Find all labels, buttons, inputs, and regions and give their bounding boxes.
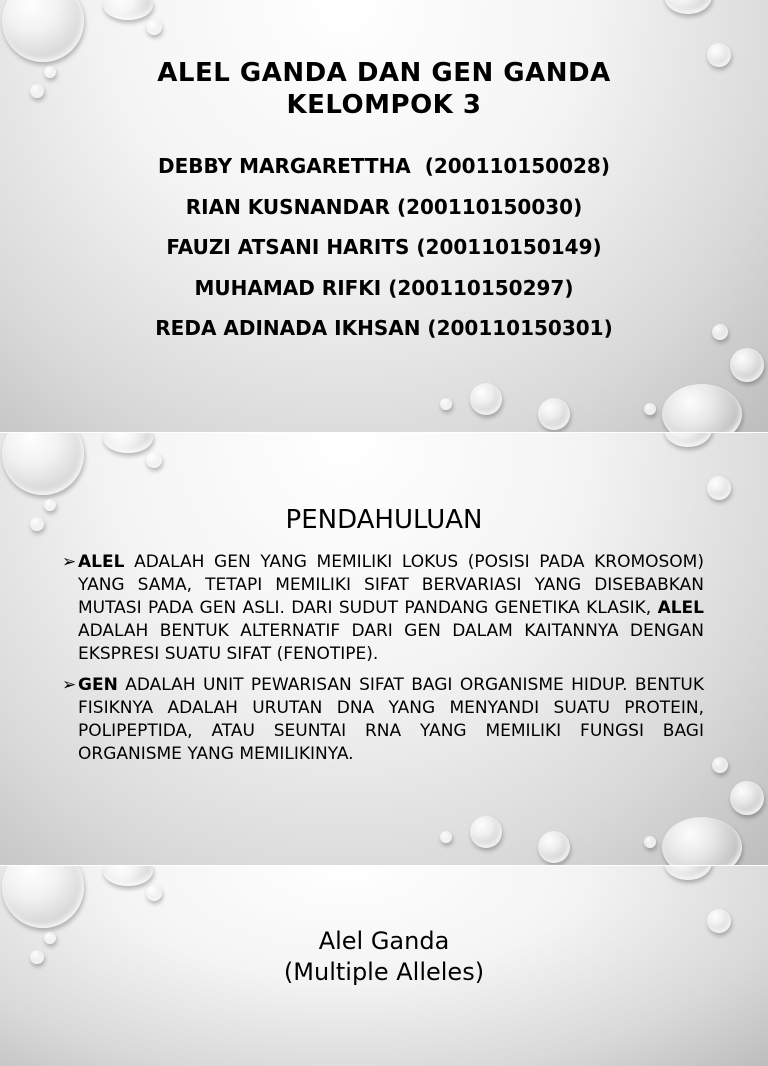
water-drop-icon	[146, 452, 162, 468]
arrow-bullet-icon: ➢	[62, 675, 77, 695]
bullet-list	[62, 551, 704, 774]
definition-text: ADALAH GEN YANG MEMILIKI LOKUS (POSISI PADA KROMOSOM) YANG SAMA, TETAPI MEMILIKI SIFAT BERVARIASI YANG DISEBABKAN MUTASI PADA GEN ASLI. DARI SUDUT PANDANG GENETIKA KLASIK,	[78, 552, 704, 618]
title-line-2: (Multiple Alleles)	[283, 958, 485, 986]
member-item: DEBBY MARGARETTHA (200110150028)	[157, 154, 610, 178]
presentation-title	[0, 57, 768, 121]
slide-introduction	[0, 433, 768, 865]
water-drop-icon	[662, 817, 742, 865]
water-drop-icon	[2, 0, 84, 62]
section-title	[0, 926, 768, 988]
definition-text: ADALAH BENTUK ALTERNATIF DARI GEN DALAM KAITANNYA DENGAN EKSPRESI SUATU SIFAT (FENOTIPE).	[78, 621, 704, 664]
water-drop-icon	[730, 781, 764, 815]
water-drop-icon	[538, 398, 570, 430]
water-drop-icon	[2, 866, 84, 928]
water-drop-icon	[470, 383, 502, 415]
term-alel: ALEL	[78, 552, 125, 572]
water-drop-icon	[644, 836, 656, 848]
member-item: FAUZI ATSANI HARITS (200110150149)	[166, 235, 602, 259]
title-line-1: ALEL GANDA DAN GEN GANDA	[157, 58, 611, 88]
slide-title	[0, 0, 768, 432]
slide-multiple-alleles	[0, 866, 768, 1066]
water-drop-icon	[103, 433, 153, 453]
bullet-item-alel	[62, 551, 704, 666]
water-drop-icon	[103, 0, 153, 20]
water-drop-icon	[470, 816, 502, 848]
water-drop-icon	[440, 398, 452, 410]
water-drop-icon	[730, 348, 764, 382]
water-drop-icon	[538, 831, 570, 863]
definition-text: ADALAH UNIT PEWARISAN SIFAT BAGI ORGANISME HIDUP. BENTUK FISIKNYA ADALAH URUTAN DNA YANG MENYANDI SUATU PROTEIN, POLIPEPTIDA, ATAU SEUNTAI RNA YANG MEMILIKI FUNGSI BAGI ORGANISME YANG MEMILIKINYA.	[78, 675, 704, 764]
water-drop-icon	[662, 384, 742, 432]
water-drop-icon	[103, 866, 153, 886]
water-drop-icon	[707, 476, 731, 500]
term-alel: ALEL	[657, 598, 704, 618]
arrow-bullet-icon: ➢	[62, 552, 77, 572]
member-item: REDA ADINADA IKHSAN (200110150301)	[155, 316, 613, 340]
term-gen: GEN	[78, 675, 118, 695]
water-drop-icon	[644, 403, 656, 415]
member-list	[0, 150, 768, 353]
water-drop-icon	[664, 866, 712, 880]
bullet-item-gen	[62, 674, 704, 766]
title-line-1: Alel Ganda	[318, 927, 450, 955]
water-drop-icon	[146, 885, 162, 901]
member-item: RIAN KUSNANDAR (200110150030)	[185, 194, 583, 219]
title-line-2: KELOMPOK 3	[286, 90, 482, 120]
water-drop-icon	[440, 831, 452, 843]
water-drop-icon	[712, 757, 728, 773]
section-title: PENDAHULUAN	[285, 505, 483, 535]
water-drop-icon	[664, 433, 712, 447]
member-item: MUHAMAD RIFKI (200110150297)	[194, 275, 574, 300]
water-drop-icon	[664, 0, 712, 14]
water-drop-icon	[2, 433, 84, 495]
water-drop-icon	[146, 19, 162, 35]
